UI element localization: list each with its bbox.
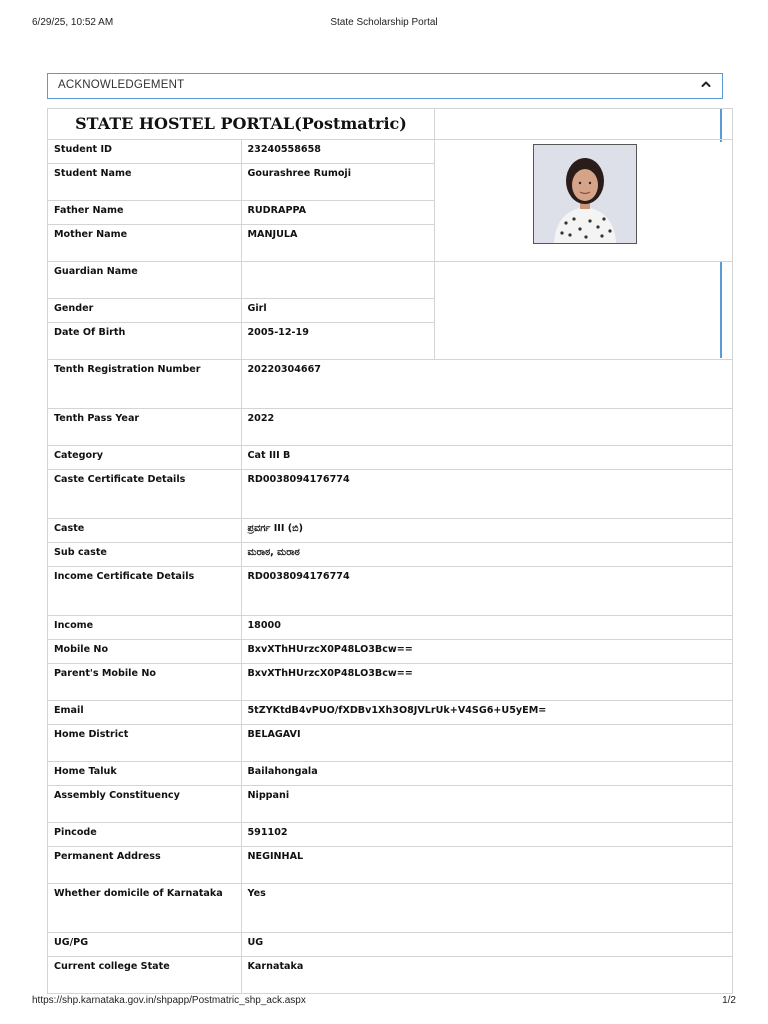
print-page-title: State Scholarship Portal (330, 17, 438, 28)
field-value: BELAGAVI (241, 725, 733, 762)
table-row (48, 262, 733, 299)
print-header (32, 17, 736, 31)
field-value: BxvXThHUrzcX0P48LO3Bcw== (241, 640, 733, 664)
field-value: Yes (241, 884, 733, 933)
heading-row (48, 109, 733, 140)
field-label: Student ID (48, 140, 242, 164)
page-heading: STATE HOSTEL PORTAL(Postmatric) (75, 114, 407, 133)
field-value: RD0038094176774 (241, 567, 733, 616)
print-url: https://shp.karnataka.gov.in/shpapp/Postmatric_shp_ack.aspx (32, 995, 306, 1006)
field-label: Home Taluk (48, 762, 242, 786)
table-row (48, 884, 733, 933)
field-value: Gourashree Rumoji (241, 164, 435, 201)
field-label: Income Certificate Details (48, 567, 242, 616)
field-value: 2005-12-19 (241, 323, 435, 360)
field-label: Date Of Birth (48, 323, 242, 360)
field-value: Bailahongala (241, 762, 733, 786)
field-value: RUDRAPPA (241, 201, 435, 225)
table-row (48, 823, 733, 847)
field-value: 20220304667 (241, 360, 733, 409)
heading-cell (48, 109, 435, 140)
acknowledgement-panel-header[interactable] (47, 73, 723, 99)
table-row (48, 409, 733, 446)
table-row (48, 446, 733, 470)
field-label: Gender (48, 299, 242, 323)
table-row (48, 701, 733, 725)
field-value: Karnataka (241, 957, 733, 994)
table-row (48, 519, 733, 543)
table-row (48, 360, 733, 409)
table-row (48, 957, 733, 994)
acknowledgement-sheet (47, 108, 733, 994)
table-row (48, 786, 733, 823)
field-value: Girl (241, 299, 435, 323)
field-label: Caste (48, 519, 242, 543)
table-row (48, 140, 733, 164)
table-row (48, 762, 733, 786)
print-datetime: 6/29/25, 10:52 AM (32, 17, 114, 28)
field-value (241, 262, 435, 299)
field-value: 23240558658 (241, 140, 435, 164)
table-row (48, 543, 733, 567)
field-label: Pincode (48, 823, 242, 847)
field-label: Permanent Address (48, 847, 242, 884)
field-label: Father Name (48, 201, 242, 225)
field-label: Income (48, 616, 242, 640)
student-photo-icon (534, 145, 636, 243)
field-label: Tenth Registration Number (48, 360, 242, 409)
table-row (48, 616, 733, 640)
field-label: Tenth Pass Year (48, 409, 242, 446)
field-value: 5tZYKtdB4vPUO/fXDBv1Xh3O8JVLrUk+V4SG6+U5yEM= (241, 701, 733, 725)
field-value: NEGINHAL (241, 847, 733, 884)
table-row (48, 567, 733, 616)
field-value: MANJULA (241, 225, 435, 262)
field-label: Student Name (48, 164, 242, 201)
field-value: ಮರಾಠ, ಮರಾಠ (241, 543, 733, 567)
field-value: 18000 (241, 616, 733, 640)
table-row (48, 933, 733, 957)
field-label: UG/PG (48, 933, 242, 957)
field-label: Home District (48, 725, 242, 762)
heading-side-cell (435, 109, 733, 140)
field-value: 2022 (241, 409, 733, 446)
field-value: Nippani (241, 786, 733, 823)
field-label: Mother Name (48, 225, 242, 262)
field-label: Current college State (48, 957, 242, 994)
field-label: Guardian Name (48, 262, 242, 299)
field-value: UG (241, 933, 733, 957)
field-value: Cat III B (241, 446, 733, 470)
photo-side-cell (435, 262, 733, 360)
panel-title: ACKNOWLEDGEMENT (58, 79, 185, 91)
print-footer (32, 995, 736, 1009)
field-label: Parent's Mobile No (48, 664, 242, 701)
field-label: Assembly Constituency (48, 786, 242, 823)
field-label: Category (48, 446, 242, 470)
student-details-table (47, 108, 733, 994)
table-row (48, 847, 733, 884)
photo-cell (435, 140, 733, 262)
page-number: 1/2 (722, 995, 736, 1006)
field-value: BxvXThHUrzcX0P48LO3Bcw== (241, 664, 733, 701)
field-label: Mobile No (48, 640, 242, 664)
field-value: RD0038094176774 (241, 470, 733, 519)
field-value: ಪ್ರವರ್ಗ III (ಬಿ) (241, 519, 733, 543)
field-value: 591102 (241, 823, 733, 847)
table-row (48, 725, 733, 762)
field-label: Sub caste (48, 543, 242, 567)
table-row (48, 640, 733, 664)
chevron-up-icon[interactable] (700, 78, 712, 90)
field-label: Email (48, 701, 242, 725)
table-row (48, 470, 733, 519)
student-photo (533, 144, 637, 244)
table-row (48, 664, 733, 701)
field-label: Whether domicile of Karnataka (48, 884, 242, 933)
field-label: Caste Certificate Details (48, 470, 242, 519)
